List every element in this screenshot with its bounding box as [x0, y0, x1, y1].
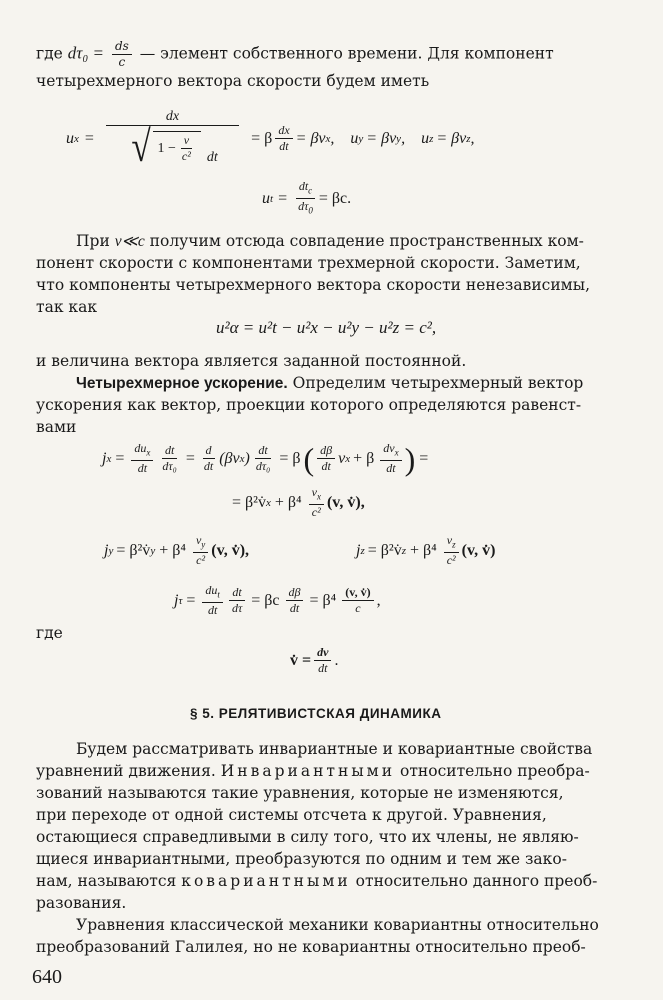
text-span: остающиеся справедливыми в силу того, что их члены, не являю- — [36, 828, 579, 846]
math-term: = β²v̇ — [116, 541, 151, 559]
text-line — [36, 762, 590, 780]
math-symbol: u — [421, 129, 430, 147]
math-term: dτ — [298, 199, 309, 214]
numerator — [444, 534, 459, 553]
fraction — [131, 442, 153, 475]
numerator: dβ — [317, 444, 335, 459]
numerator: (v, v̇) — [342, 586, 373, 601]
text-span: Будем рассматривать инвариантные и ковариантные свойства — [76, 740, 593, 758]
denominator: c — [118, 55, 126, 69]
subscript: t — [217, 589, 220, 600]
math-term: dt — [206, 150, 218, 165]
text-span: относительно данного преоб- — [355, 872, 598, 890]
fraction — [179, 134, 194, 163]
fraction — [314, 646, 331, 675]
subscript: z — [360, 544, 365, 557]
math-term: , — [376, 591, 381, 609]
math-inline: dτ₀ = — [67, 43, 104, 63]
text-span: щиеся инвариантными, преобразуются по одним и тем же зако- — [36, 850, 567, 868]
math-term: dt — [298, 179, 309, 193]
denominator: c² — [196, 553, 206, 568]
math-symbol: j — [104, 541, 109, 559]
numerator: v — [181, 134, 192, 149]
text-line — [36, 806, 547, 824]
text-span: преобразований Галилея, но не ковариантны относительно преоб- — [36, 938, 586, 956]
numerator — [296, 180, 315, 199]
page-number: 640 — [32, 966, 62, 988]
numerator — [380, 442, 401, 461]
text-span: Определим четырехмерный вектор — [292, 374, 584, 392]
math-term: u²α = u²t − u²x − u²y − u²z = c², — [216, 318, 437, 337]
denominator: dt — [289, 601, 300, 616]
text-line — [36, 352, 466, 370]
text-line — [36, 784, 564, 802]
numerator: dt — [162, 444, 177, 459]
math-term: (v, v̇) — [461, 541, 496, 559]
text-line — [36, 298, 97, 316]
math-term: (v, v̇), — [326, 493, 365, 511]
math-term: = β⁴ — [309, 591, 337, 609]
math-term: = — [419, 449, 429, 467]
text-span: так как — [36, 298, 98, 316]
subscript: x — [74, 132, 79, 145]
text-line — [76, 740, 592, 758]
equation-vdot — [290, 646, 338, 675]
math-term: v — [338, 449, 346, 467]
equation-accel-z — [356, 534, 495, 567]
fraction — [201, 444, 216, 473]
fraction — [112, 40, 132, 69]
subscript: z — [466, 132, 471, 145]
subscript: t — [270, 192, 274, 205]
math-symbol: j — [174, 591, 179, 609]
subscript: 0 — [308, 205, 313, 216]
math-term: du — [134, 441, 147, 455]
math-term: = β — [279, 449, 301, 467]
math-term: = β²v̇ — [232, 493, 266, 511]
word: где — [36, 44, 63, 63]
fraction — [317, 444, 335, 473]
text-line — [36, 418, 76, 436]
fraction — [229, 586, 245, 615]
math-term: v — [446, 533, 453, 547]
text-span: нам, называются — [36, 872, 177, 890]
math-symbol: u — [350, 129, 359, 147]
text-line — [76, 232, 584, 251]
word: где — [36, 624, 63, 642]
fraction — [342, 586, 373, 615]
subscript: x — [146, 447, 151, 458]
section-heading: § 5. РЕЛЯТИВИСТСКАЯ ДИНАМИКА — [190, 706, 442, 721]
math-term: ) — [244, 449, 250, 467]
denominator: c — [355, 601, 361, 616]
text-span: зований называются такие уравнения, которые не изменяются, — [36, 784, 564, 802]
fraction — [253, 444, 273, 473]
subscript: x — [325, 132, 331, 145]
denominator: dt — [279, 139, 289, 153]
equation-accel-x-cont — [232, 486, 365, 519]
math-term: = β²v̇ — [367, 541, 402, 559]
text-line — [36, 40, 554, 69]
text-line — [36, 254, 581, 272]
text-line — [36, 894, 126, 912]
numerator: dt — [255, 444, 270, 459]
fraction — [286, 586, 304, 615]
text-span: вами — [36, 418, 77, 436]
math-term: du — [205, 583, 218, 597]
math-term: + β — [353, 449, 375, 467]
equation-accel-x: j x = $\frac{du_x}{dt}$ $\frac{dt}{\text{dτ₀}}$ = $\frac{d}{dt}$ (βv x ) $\frac{dt}{\text{dτ₀}}$ = β ( $\frac{d\beta}{dt}$ v x + β $\frac{dv_x}{dt}$ ) = — [102, 440, 429, 477]
subscript: x — [394, 447, 399, 458]
numerator: dx — [106, 110, 239, 126]
numerator — [131, 442, 153, 461]
math-term: . — [334, 651, 339, 669]
numerator: ds — [112, 40, 132, 55]
numerator — [309, 486, 324, 505]
numerator: dx — [275, 124, 292, 139]
emphasis: Инвариантными — [220, 762, 396, 780]
text-span: получим отсюда совпадение пространственных ком- — [149, 232, 584, 250]
denominator: dτ — [231, 601, 243, 616]
text-span: понент скорости с компонентами трехмерной скорости. Заметим, — [36, 254, 581, 272]
text-span: уравнений движения. — [36, 762, 216, 780]
subscript: z — [401, 544, 406, 557]
denominator: dt — [203, 459, 214, 474]
numerator: dv — [314, 646, 331, 661]
subscript: y — [396, 132, 402, 145]
equation-velocity-norm — [216, 318, 436, 338]
fraction — [309, 486, 324, 519]
denominator: dt — [386, 461, 396, 476]
denominator: dτ₀ — [255, 459, 271, 474]
denominator — [295, 199, 316, 217]
fraction — [380, 442, 401, 475]
subscript: x — [106, 452, 112, 465]
text-span: Уравнения классической механики ковариантны относительно — [76, 916, 599, 934]
math-term: = βv — [295, 129, 326, 147]
math-term: v — [311, 485, 317, 499]
denominator: c² — [446, 553, 456, 568]
numerator: dβ — [286, 586, 304, 601]
text-span: — элемент собственного времени. Для компонент — [139, 44, 554, 63]
text-span: и величина вектора является заданной постоянной. — [36, 352, 467, 370]
math-term: = — [185, 449, 195, 467]
denominator: dt — [321, 459, 331, 474]
fraction — [202, 584, 223, 617]
subscript: y — [150, 544, 156, 557]
math-term: = βv — [366, 129, 397, 147]
math-term: 1 − — [157, 141, 176, 156]
text-line — [36, 72, 429, 90]
text-line — [36, 850, 567, 868]
emphasis: ковариантными — [181, 872, 351, 890]
word: При — [76, 232, 110, 250]
equation-velocity-t: u t = $\frac{dt_c}{d\tau_0}$ = βc. — [262, 179, 352, 216]
subscript: y — [358, 132, 364, 145]
equation-accel-y — [104, 534, 249, 567]
text-line — [36, 276, 590, 294]
subscript: z — [452, 539, 456, 550]
text-span: что компоненты четырехмерного вектора скорости ненезависимы, — [36, 276, 590, 294]
subscript: z — [429, 132, 434, 145]
text-span: четырехмерного вектора скорости будем иметь — [36, 72, 430, 90]
math-term: dv — [383, 441, 395, 455]
denominator: c² — [181, 149, 191, 163]
denominator: dt — [137, 461, 148, 476]
text-line — [36, 396, 581, 414]
text-line — [36, 624, 63, 642]
subscript: y — [108, 544, 114, 557]
subscript: τ — [178, 594, 183, 607]
math-term: = βc — [251, 591, 280, 609]
subscript: x — [316, 491, 321, 502]
math-term: + β⁴ — [409, 541, 437, 559]
fraction — [106, 109, 239, 171]
denominator — [124, 122, 220, 171]
text-span: ускорения как вектор, проекции которого определяются равенст- — [36, 396, 582, 414]
equation-velocity-x: u x = dx √ 1 − $\frac{v}{\text{c²}}$ dt = β $\frac{dx}{dt}$ = βv x , u y = βv y , u z = βv z , — [66, 109, 475, 171]
math-paren: ( — [303, 440, 315, 477]
subscript: c — [308, 185, 313, 196]
text-span: разования. — [36, 894, 127, 912]
subscript: y — [201, 539, 206, 550]
denominator: c² — [311, 505, 321, 520]
subscript: x — [265, 496, 271, 509]
fraction — [275, 124, 292, 153]
denominator: dt — [208, 603, 218, 618]
fraction — [159, 444, 179, 473]
numerator: d — [203, 444, 215, 459]
text-span: относительно преобра- — [400, 762, 590, 780]
equation-accel-tau: j τ = $\frac{du_t}{dt}$ $\frac{dt}{d\tau}$ = βc $\frac{d\beta}{dt}$ = β⁴ $\frac{(v, v̇)}{c}$ , — [174, 583, 381, 618]
math-term: = βc. — [318, 189, 352, 207]
math-term: + β⁴ — [159, 541, 186, 559]
fraction — [444, 534, 459, 567]
math-term: (v, v̇), — [211, 541, 250, 559]
fraction — [193, 534, 208, 567]
math-paren: ) — [404, 440, 416, 477]
text-line — [36, 938, 586, 956]
math-symbol: u — [66, 129, 74, 147]
subscript: x — [239, 452, 245, 465]
denominator: dt — [318, 661, 328, 675]
run-in-heading: Четырехмерное ускорение. — [76, 375, 288, 392]
math-term: = β — [251, 129, 273, 147]
math-term: v — [195, 533, 202, 547]
text-line — [36, 828, 579, 846]
denominator: dτ₀ — [162, 459, 177, 474]
math-symbol: j — [356, 541, 361, 559]
math-symbol: u — [262, 189, 270, 207]
math-term: v̇ = — [290, 651, 312, 669]
text-line — [76, 916, 599, 934]
text-line — [76, 374, 583, 393]
math-term: (βv — [219, 449, 240, 467]
text-line — [36, 872, 597, 890]
square-root: √ 1 − $\frac{v}{\text{c²}}$ — [129, 127, 201, 167]
math-term: = βv — [436, 129, 467, 147]
numerator — [193, 534, 208, 553]
text-span: при переходе от одной системы отсчета к другой. Уравнения, — [36, 806, 547, 824]
math-term: + β⁴ — [274, 493, 302, 511]
numerator — [202, 584, 223, 603]
math-symbol: j — [102, 449, 107, 467]
fraction — [295, 180, 316, 218]
numerator: dt — [229, 586, 244, 601]
subscript: x — [345, 452, 351, 465]
math-inline: v≪c — [114, 233, 145, 250]
